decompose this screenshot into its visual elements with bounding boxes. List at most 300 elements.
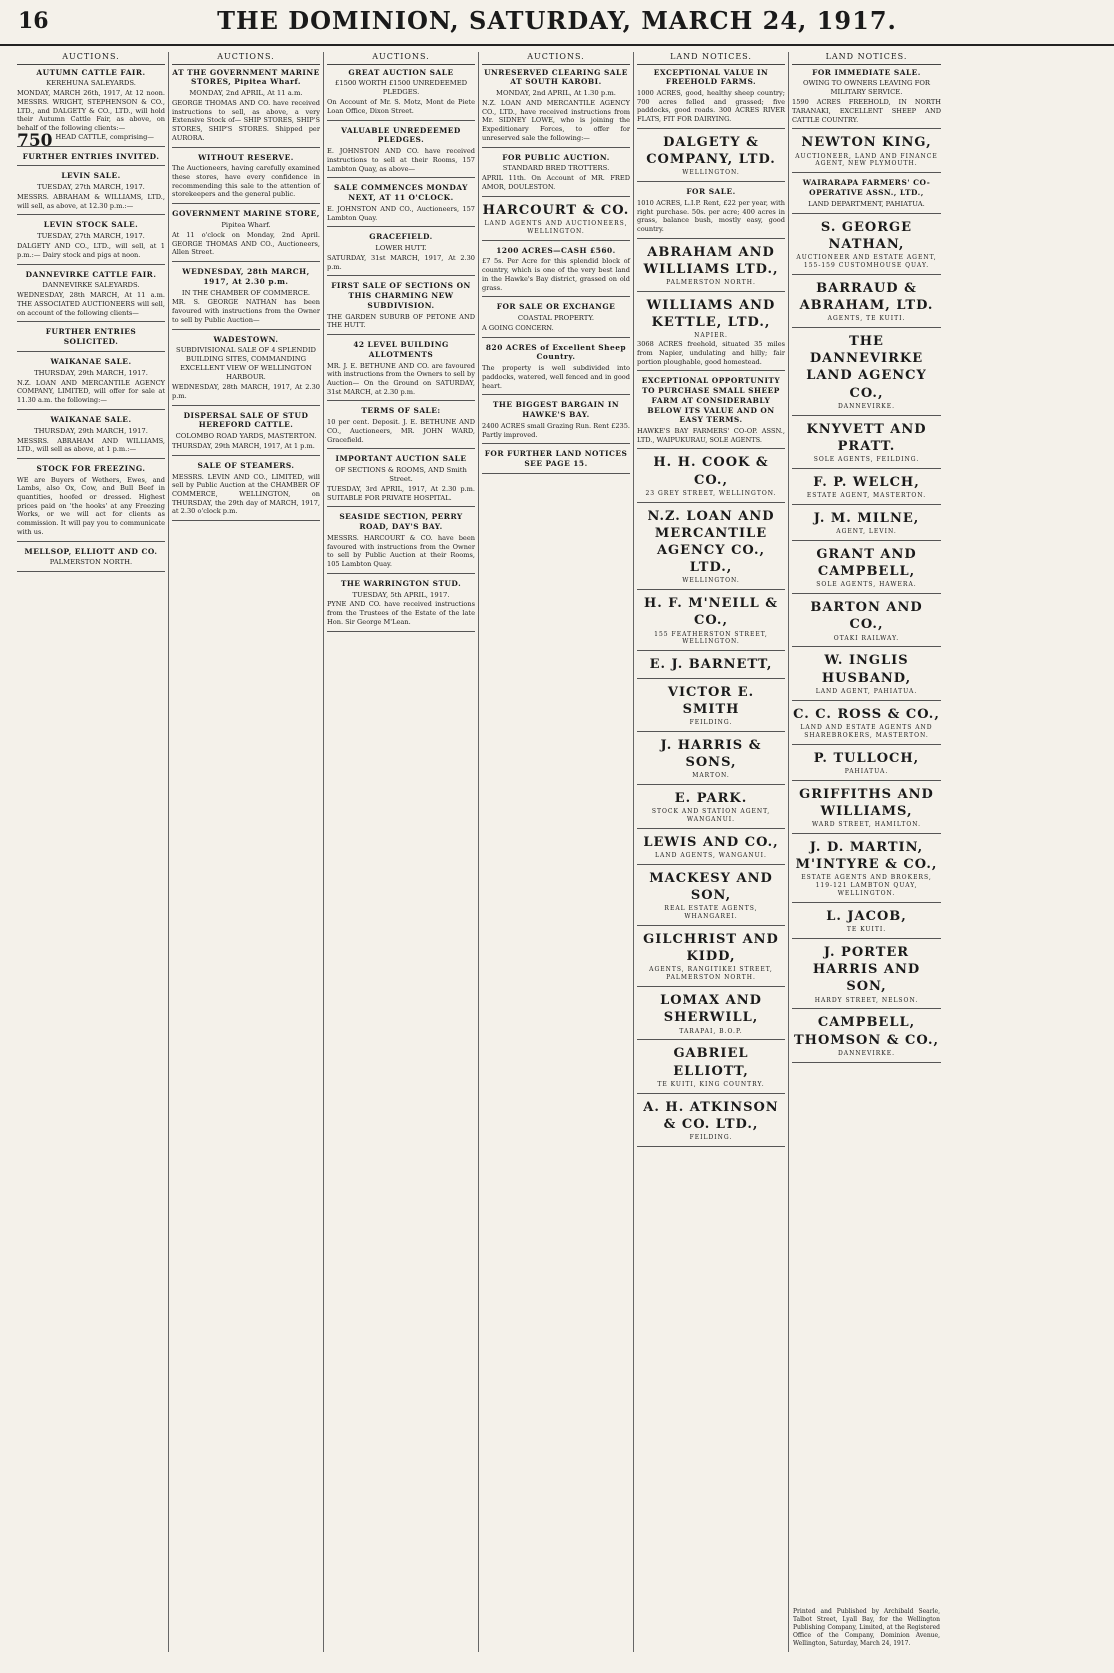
ad-heading: UNRESERVED CLEARING SALE AT SOUTH KAROBI. [484, 67, 628, 87]
ad-divider [792, 468, 941, 469]
ad-divider [792, 213, 941, 214]
ad-body-text: At 11 o'clock on Monday, 2nd April. GEORGE THOMAS AND CO., Auctioneers, Allen Street. [172, 230, 320, 257]
ad-body-text: HAWKE'S BAY FARMERS' CO-OP. ASSN., LTD., WAIPUKURAU, SOLE AGENTS. [637, 427, 785, 444]
advertisement [637, 376, 785, 449]
ad-body-text: MESSRS. ABRAHAM & WILLIAMS, LTD., will sell, as above, at 12.30 p.m.:— [17, 193, 165, 210]
advertisement [17, 220, 165, 264]
lead-text: HEAD CATTLE, comprising— [55, 132, 154, 141]
advertisement [482, 68, 630, 148]
ad-subheading: PALMERSTON NORTH. [666, 279, 756, 286]
column-1 [14, 52, 169, 1652]
ad-heading: FURTHER ENTRIES INVITED. [22, 151, 160, 161]
advertisement [172, 267, 320, 330]
advertiser-name: J. D. MARTIN, M'INTYRE & CO., [795, 839, 938, 873]
ad-subheading: AUCTIONEER, LAND AND FINANCE AGENT, NEW PLYMOUTH. [795, 152, 938, 168]
ad-subheading: COASTAL PROPERTY. [517, 314, 595, 323]
advertiser-name: BARTON AND CO., [810, 600, 923, 633]
ad-divider [792, 902, 941, 903]
ad-divider [637, 784, 785, 785]
columns-container [14, 52, 1100, 1652]
ad-heading: EXCEPTIONAL VALUE IN FREEHOLD FARMS. [653, 67, 769, 87]
advertisement [482, 153, 630, 197]
advertisement [792, 510, 941, 541]
ad-divider [172, 520, 320, 521]
advertisement [637, 656, 785, 678]
advertisement [792, 474, 941, 505]
ad-divider [792, 938, 941, 939]
advertisement [17, 152, 165, 167]
advertiser-name: LOMAX AND SHERWILL, [660, 993, 762, 1026]
ad-divider [327, 275, 475, 276]
ad-divider [482, 296, 630, 297]
ad-subheading: 23 GREY STREET, WELLINGTON. [645, 489, 777, 497]
advertisement [637, 834, 785, 865]
advertisement [327, 126, 475, 179]
column-4 [479, 52, 634, 1652]
ad-body-text: TUESDAY, 3rd APRIL, 1917, At 2.30 p.m. SUITABLE FOR PRIVATE HOSPITAL. [327, 485, 475, 502]
advertiser-name: MACKESY AND SON, [649, 870, 773, 904]
ad-body-text: A GOING CONCERN. [482, 323, 554, 332]
ad-subheading: WARD STREET, HAMILTON. [811, 821, 922, 829]
ad-body-text: 3068 ACRES freehold, situated 35 miles from Napier, undulating and hilly; fair portion ploughable, good homestead. [637, 340, 785, 366]
ad-body-text: PYNE AND CO. have received instructions from the Trustees of the Estate of the late Hon. Sir George M'Lean. [327, 600, 475, 626]
ad-heading: GRACEFIELD. [369, 232, 433, 242]
advertiser-name: CAMPBELL, THOMSON & CO., [793, 1015, 939, 1048]
advertisement [792, 68, 941, 130]
ad-divider [172, 203, 320, 204]
ad-subheading: AUCTIONEER AND ESTATE AGENT, 155-159 CUSTOMHOUSE QUAY. [796, 254, 937, 270]
ad-divider [17, 571, 165, 572]
ad-divider [482, 196, 630, 197]
ad-divider [17, 351, 165, 352]
ad-divider [17, 458, 165, 459]
ad-subheading: AGENTS, RANGITIKEI STREET, PALMERSTON NORTH. [649, 966, 773, 982]
ad-subheading: FEILDING. [689, 718, 733, 726]
ad-divider [327, 334, 475, 335]
ad-divider [172, 455, 320, 456]
ad-subheading: STANDARD BRED TROTTERS. [502, 164, 610, 173]
ad-body-text: WEDNESDAY, 28th MARCH, 1917, At 2.30 p.m. [172, 383, 320, 400]
ad-heading: 42 LEVEL BUILDING ALLOTMENTS [353, 340, 449, 359]
advertisement [637, 992, 785, 1040]
ad-divider [482, 473, 630, 474]
ad-divider [792, 744, 941, 745]
advertisement [792, 839, 941, 903]
ad-subheading: TE KUITI. [846, 926, 887, 934]
advertiser-name: THE DANNEVIRKE LAND AGENCY CO., [806, 334, 927, 401]
ad-body-text: £7 5s. Per Acre for this splendid block of country, which is one of the very best land in the Hawke's Bay district, grassed on old grass. [482, 257, 630, 292]
advertiser-name: F. P. WELCH, [813, 474, 920, 490]
ad-divider [637, 650, 785, 651]
advertiser-name: GILCHRIST AND KIDD, [643, 932, 779, 965]
ad-divider [637, 238, 785, 239]
ad-body-text: SATURDAY, 31st MARCH, 1917, At 2.30 p.m. [327, 253, 475, 271]
ad-divider [482, 394, 630, 395]
ad-subheading: KEREHUNA SALEYARDS. [46, 79, 136, 88]
column-heading: LAND NOTICES. [637, 52, 785, 65]
ad-divider [792, 327, 941, 328]
advertiser-name: VICTOR E. SMITH [667, 684, 755, 717]
ad-heading: THE WARRINGTON STUD. [340, 578, 462, 588]
ad-subheading: STOCK AND STATION AGENT, WANGANUI. [651, 808, 771, 823]
ad-subheading: TUESDAY, 27th MARCH, 1917. [37, 232, 145, 241]
advertiser-name: BARRAUD & ABRAHAM, LTD. [799, 280, 934, 314]
column-heading: LAND NOTICES. [792, 52, 941, 65]
column-heading: AUCTIONS. [327, 52, 475, 65]
ad-heading: FOR SALE OR EXCHANGE [496, 302, 616, 312]
advertisement [792, 219, 941, 275]
advertisement [482, 449, 630, 474]
ad-body-text: The Auctioneers, having carefully examined these stores, have every confidence in recommending this sale to the attention of storekeepers and the general public. [172, 164, 320, 199]
ad-heading: AT THE GOVERNMENT MARINE STORES, Pipitea Wharf. [172, 67, 320, 87]
ad-divider [327, 448, 475, 449]
advertisement [327, 183, 475, 227]
ad-heading: WAIKANAE SALE. [50, 356, 132, 366]
advertisement [792, 944, 941, 1009]
ad-heading: WAIKANAE SALE. [50, 414, 132, 424]
ad-subheading: IN THE CHAMBER OF COMMERCE. [181, 288, 311, 297]
advertiser-name: LEWIS AND CO., [643, 834, 779, 850]
advertisement [792, 178, 941, 214]
ad-heading: LEVIN STOCK SALE. [43, 220, 139, 230]
ad-divider [637, 986, 785, 987]
ad-body-text: THE GARDEN SUBURB OF PETONE AND THE HUTT. [327, 312, 475, 330]
ad-heading: IMPORTANT AUCTION SALE [335, 454, 467, 464]
ad-subheading: TARAPAI, B.O.P. [679, 1027, 743, 1035]
advertisement [17, 464, 165, 542]
ad-subheading: LOWER HUTT. [375, 244, 427, 252]
advertiser-name: C. C. ROSS & CO., [793, 706, 940, 722]
ad-body-text: E. JOHNSTON AND CO. have received instructions to sell at their Rooms, 157 Lambton Quay, as above— [327, 147, 475, 173]
ad-heading: STOCK FOR FREEZING. [36, 463, 146, 473]
ad-subheading: WELLINGTON. [682, 577, 740, 585]
ad-subheading: Pipitea Wharf. [221, 220, 271, 229]
advertisement [637, 297, 785, 371]
ad-body-text: GEORGE THOMAS AND CO. have received instructions to sell, as above, a very Extensive Stock of— SHIP STORES, SHIP'S STORES, SHIP'S STORES. Shipped per AURORA. [172, 99, 320, 142]
ad-body-text: WEDNESDAY, 28th MARCH, At 11 a.m. THE ASSOCIATED AUCTIONEERS will sell, on account of the following clients— [17, 291, 165, 317]
ad-divider [792, 593, 941, 594]
ad-divider [792, 274, 941, 275]
ad-divider [17, 214, 165, 215]
advertisement [172, 335, 320, 406]
ad-body-text: 10 per cent. Deposit. J. E. BETHUNE AND CO., Auctioneers, MR. JOHN WARD, Gracefield. [327, 418, 475, 444]
ad-divider [17, 409, 165, 410]
ad-divider [637, 828, 785, 829]
ad-divider [327, 120, 475, 121]
ad-heading: AUTUMN CATTLE FAIR. [36, 67, 146, 77]
advertisement [637, 790, 785, 829]
advertisement [327, 454, 475, 507]
ad-subheading: WELLINGTON. [682, 169, 740, 177]
advertiser-name: H. F. M'NEILL & CO., [643, 596, 779, 629]
ad-heading: FURTHER ENTRIES SOLICITED. [45, 327, 137, 347]
ad-divider [792, 128, 941, 129]
ad-heading: 1200 ACRES—CASH £560. [496, 245, 616, 255]
ad-divider [792, 833, 941, 834]
ad-body-text: On Account of Mr. S. Motz, Mont de Piete Loan Office, Dixon Street. [327, 98, 475, 115]
advertiser-name: J. M. MILNE, [813, 510, 920, 526]
advertisement [327, 281, 475, 335]
advertisement [327, 232, 475, 276]
ad-divider [637, 128, 785, 129]
ad-heading: WADESTOWN. [213, 334, 279, 344]
advertiser-name: GRIFFITHS AND WILLIAMS, [799, 786, 934, 819]
ad-subheading: AGENT, LEVIN. [836, 528, 897, 536]
ad-subheading: SUBDIVISIONAL SALE OF 4 SPLENDID BUILDING SITES, COMMANDING EXCELLENT VIEW OF WELLINGTON HARBOUR. [176, 346, 316, 382]
ad-divider [792, 504, 941, 505]
ad-subheading: SOLE AGENTS, HAWERA. [816, 581, 917, 589]
ad-divider [482, 240, 630, 241]
ad-subheading: MONDAY, 2nd APRIL, At 1.30 p.m. [496, 89, 616, 98]
advertisement [792, 750, 941, 781]
ad-body-text: 1590 ACRES FREEHOLD, IN NORTH TARANAKI, EXCELLENT SHEEP AND CATTLE COUNTRY. [792, 98, 941, 124]
ad-divider [172, 147, 320, 148]
ad-subheading: £1500 WORTH £1500 UNREDEEMED PLEDGES. [334, 79, 468, 97]
ad-body-text: E. JOHNSTON AND CO., Auctioneers, 157 Lambton Quay. [327, 204, 475, 222]
ad-subheading: TUESDAY, 5th APRIL, 1917. [352, 590, 450, 599]
advertiser-name: E. PARK. [674, 790, 748, 806]
column-heading: AUCTIONS. [172, 52, 320, 65]
ad-heading: WITHOUT RESERVE. [198, 152, 294, 162]
ad-heading: SALE OF STEAMERS. [197, 460, 295, 470]
ad-subheading: THURSDAY, 29th MARCH, 1917. [34, 426, 148, 435]
ad-divider [327, 226, 475, 227]
ad-body-text: N.Z. LOAN AND MERCANTILE AGENCY CO., LTD., have received instructions from Mr. SIDNEY LOWE, who is joining the Expeditionary Forces, to offer for unreserved sale the following:— [482, 99, 630, 142]
advertisement [327, 512, 475, 573]
advertisement [327, 340, 475, 401]
advertisement [637, 454, 785, 502]
advertiser-name: GABRIEL ELLIOTT, [673, 1046, 749, 1079]
ad-body-text: N.Z. LOAN AND MERCANTILE AGENCY COMPANY, LIMITED, will offer for sale at 11.30 a.m. the following:— [17, 378, 165, 405]
advertisement [637, 68, 785, 129]
ad-heading: LEVIN SALE. [61, 171, 121, 181]
ad-divider [792, 415, 941, 416]
ad-heading: DANNEVIRKE CATTLE FAIR. [25, 269, 157, 279]
advertisement [637, 1045, 785, 1093]
advertisement [637, 931, 785, 987]
ad-body-text: MESSRS. ABRAHAM AND WILLIAMS, LTD., will sell as above, at 1 p.m.:— [17, 436, 165, 454]
advertisement [482, 202, 630, 241]
advertiser-name: HARCOURT & CO. [482, 202, 630, 218]
ad-divider [637, 502, 785, 503]
advertisement [482, 400, 630, 444]
advertisement [172, 411, 320, 456]
ad-body-text: 1010 ACRES, L.I.P. Rent, £22 per year, with right purchase. 50s. per acre; 400 acres in grass, balance bush, mostly easy, good country. [637, 198, 785, 233]
ad-subheading: PAHIATUA. [844, 767, 889, 775]
ad-subheading: PALMERSTON NORTH. [49, 558, 133, 567]
ad-divider [637, 864, 785, 865]
advertiser-name: S. GEORGE NATHAN, [820, 219, 913, 252]
ad-divider [327, 400, 475, 401]
ad-heading: THE BIGGEST BARGAIN IN HAWKE'S BAY. [492, 400, 620, 420]
ad-heading: SALE COMMENCES MONDAY NEXT, AT 11 O'CLOCK. [334, 183, 468, 203]
advertisement [792, 706, 941, 745]
ad-body-text: MESSRS. HARCOURT & CO. have been favoured with instructions from the Owner to sell by Public Auction at their Rooms, 105 Lambton Quay. [327, 533, 475, 569]
ad-divider [792, 646, 941, 647]
ad-lead-line [17, 130, 165, 151]
ad-divider [637, 291, 785, 292]
ad-divider [637, 678, 785, 679]
ad-heading: FOR SALE. [686, 187, 736, 197]
advertisement [327, 68, 475, 121]
advertisement [482, 246, 630, 298]
ad-divider [17, 541, 165, 542]
ad-body-text: MR. S. GEORGE NATHAN has been favoured with instructions from the Owner to sell by Public Auction— [172, 298, 320, 324]
advertisement [482, 343, 630, 396]
ad-body-text: MR. J. E. BETHUNE AND CO. are favoured with instructions from the Owners to sell by Auction— On the Ground on SATURDAY, 31st MARCH, at 2.30 p.m. [327, 361, 475, 396]
page-number: 16 [18, 8, 49, 34]
advertiser-name: H. H. COOK & CO., [653, 455, 769, 488]
ad-divider [792, 172, 941, 173]
ad-divider [482, 443, 630, 444]
advertisement [637, 134, 785, 182]
advertiser-name: DALGETY & COMPANY, LTD. [646, 134, 776, 168]
ad-heading: GOVERNMENT MARINE STORE, [172, 209, 320, 219]
ad-body-text: APRIL 11th. On Account of MR. FRED AMOR, DOULESTON. [482, 174, 630, 191]
ad-subheading: LAND DEPARTMENT, PAHIATUA. [808, 199, 925, 208]
ad-heading: MELLSOP, ELLIOTT AND CO. [24, 546, 158, 556]
advertiser-name: GRANT AND CAMPBELL, [816, 547, 917, 580]
ad-subheading: 155 FEATHERSTON STREET, WELLINGTON. [654, 630, 768, 646]
ad-divider [637, 1039, 785, 1040]
ad-heading: FOR FURTHER LAND NOTICES SEE PAGE 15. [484, 449, 628, 469]
advertisement [637, 684, 785, 732]
advertisement [792, 1014, 941, 1062]
advertisement [637, 508, 785, 591]
advertisement [327, 406, 475, 449]
ad-subheading: MONDAY, 2nd APRIL, At 11 a.m. [189, 89, 303, 98]
lead-number: 750 [17, 130, 53, 151]
advertisement [637, 244, 785, 292]
advertiser-name: J. PORTER HARRIS AND SON, [812, 945, 921, 995]
advertisement [792, 546, 941, 594]
advertisement [792, 652, 941, 700]
ad-heading: FIRST SALE OF SECTIONS ON THIS CHARMING NEW SUBDIVISION. [331, 281, 471, 310]
advertisement [792, 908, 941, 939]
ad-subheading: TUESDAY, 27th MARCH, 1917. [37, 183, 145, 192]
column-6 [789, 52, 944, 1652]
ad-body-text: MESSRS. LEVIN AND CO., LIMITED, will sell by Public Auction at the CHAMBER OF COMMERCE, WELLINGTON, on THURSDAY, the 29th day of MARCH, 1917, at 2.30 o'clock p.m. [172, 472, 320, 516]
column-heading: AUCTIONS. [17, 52, 165, 65]
column-2 [169, 52, 324, 1652]
advertiser-name: N.Z. LOAN AND MERCANTILE AGENCY CO., LTD., [647, 508, 775, 576]
ad-subheading: OTAKI RAILWAY. [833, 634, 900, 642]
ad-heading: 820 ACRES of Excellent Sheep Country. [485, 342, 627, 362]
ad-subheading: DANNEVIRKE SALEYARDS. [42, 281, 140, 290]
ad-divider [172, 405, 320, 406]
ad-body-text: The property is well subdivided into paddocks, watered, well fenced and in good heart. [482, 364, 630, 390]
ad-heading: TERMS OF SALE: [361, 406, 441, 416]
ad-subheading: DANNEVIRKE. [837, 1049, 895, 1057]
ad-heading: EXCEPTIONAL OPPORTUNITY TO PURCHASE SMALL SHEEP FARM AT CONSIDERABLY BELOW ITS VALUE AND ON EASY TERMS. [641, 376, 781, 425]
ad-body-text: DALGETY AND CO., LTD., will sell, at 1 p.m.:— Dairy stock and pigs at noon. [17, 242, 165, 259]
advertisement [792, 786, 941, 834]
ad-divider [172, 261, 320, 262]
ad-body-text: 2400 ACRES small Grazing Run. Rent £235. Partly improved. [482, 421, 630, 439]
ad-heading: DISPERSAL SALE OF STUD HEREFORD CATTLE. [183, 410, 309, 430]
ad-heading: SEASIDE SECTION, PERRY ROAD, DAY'S BAY. [339, 512, 463, 532]
advertisement [172, 461, 320, 521]
advertisement [637, 870, 785, 926]
ad-divider [327, 506, 475, 507]
ad-heading: VALUABLE UNREDEEMED PLEDGES. [341, 125, 461, 145]
advertisement [172, 68, 320, 148]
ad-divider [792, 1008, 941, 1009]
ad-divider [637, 1093, 785, 1094]
ad-heading: WEDNESDAY, 28th MARCH, 1917, At 2.30 p.m. [182, 266, 310, 286]
column-heading: AUCTIONS. [482, 52, 630, 65]
ad-divider [327, 631, 475, 632]
advertisement [792, 599, 941, 647]
advertisement [172, 153, 320, 205]
ad-divider [792, 1062, 941, 1063]
ad-divider [17, 165, 165, 166]
ad-body-text: MONDAY, MARCH 26th, 1917, At 12 noon. MESSRS. WRIGHT, STEPHENSON & CO., LTD., and DALGETY & CO., LTD., will hold their Autumn Cattle Fair, as above, on behalf of the following clients:— [17, 89, 165, 133]
advertiser-name: P. TULLOCH, [813, 750, 920, 766]
ad-heading: FOR PUBLIC AUCTION. [502, 152, 610, 162]
ad-subheading: ESTATE AGENTS AND BROKERS, 119-121 LAMBTON QUAY, WELLINGTON. [801, 874, 932, 898]
ad-subheading: NAPIER. [694, 332, 728, 340]
ad-divider [327, 573, 475, 574]
ad-divider [482, 337, 630, 338]
advertiser-name: W. INGLIS HUSBAND, [821, 653, 912, 686]
advertisement [792, 333, 941, 416]
advertiser-name: NEWTON KING, [801, 135, 932, 151]
ad-subheading: LAND AGENT, PAHIATUA. [815, 687, 918, 695]
ad-subheading: ESTATE AGENT, MASTERTON. [806, 492, 927, 500]
ad-divider [637, 731, 785, 732]
ad-subheading: AGENTS, TE KUITI. [827, 315, 906, 323]
ad-subheading: LAND AND ESTATE AGENTS AND SHAREBROKERS, MASTERTON. [800, 723, 933, 739]
ad-subheading: LAND AGENTS, WANGANUI. [655, 852, 767, 860]
ad-subheading: HARDY STREET, NELSON. [814, 996, 919, 1004]
advertisement [792, 280, 941, 328]
advertisement [17, 415, 165, 459]
advertisement [482, 302, 630, 337]
ad-subheading: LAND AGENTS AND AUCTIONEERS, WELLINGTON. [484, 219, 628, 235]
ad-divider [792, 700, 941, 701]
advertiser-name: J. HARRIS & SONS, [660, 737, 762, 770]
ad-divider [637, 181, 785, 182]
ad-subheading: OF SECTIONS & ROOMS, AND Smith Street. [335, 466, 467, 484]
ad-heading: WAIRARAPA FARMERS' CO-OPERATIVE ASSN., LTD., [802, 178, 931, 198]
ad-subheading: SOLE AGENTS, FEILDING. [813, 456, 920, 464]
ad-divider [792, 540, 941, 541]
newspaper-title: THE DOMINION, SATURDAY, MARCH 24, 1917. [217, 6, 897, 35]
advertisement [792, 421, 941, 469]
ad-subheading: DANNEVIRKE. [837, 402, 895, 410]
ad-divider [637, 1146, 785, 1147]
ad-divider [17, 264, 165, 265]
ad-divider [482, 147, 630, 148]
advertisement [17, 270, 165, 323]
ad-body-text: THURSDAY, 29th MARCH, 1917, At 1 p.m. [172, 442, 315, 451]
advertisement [637, 595, 785, 651]
advertiser-name: ABRAHAM AND WILLIAMS LTD., [643, 244, 779, 277]
advertisement [637, 187, 785, 239]
advertisement [792, 134, 941, 173]
advertisement [17, 327, 165, 352]
advertisement [17, 171, 165, 215]
ad-heading: FOR IMMEDIATE SALE. [812, 67, 921, 77]
advertisement [637, 737, 785, 785]
masthead [0, 0, 1114, 46]
ad-divider [327, 177, 475, 178]
advertiser-name: KNYVETT AND PRATT. [806, 421, 927, 454]
ad-divider [637, 589, 785, 590]
advertisement [17, 547, 165, 573]
ad-divider [792, 780, 941, 781]
